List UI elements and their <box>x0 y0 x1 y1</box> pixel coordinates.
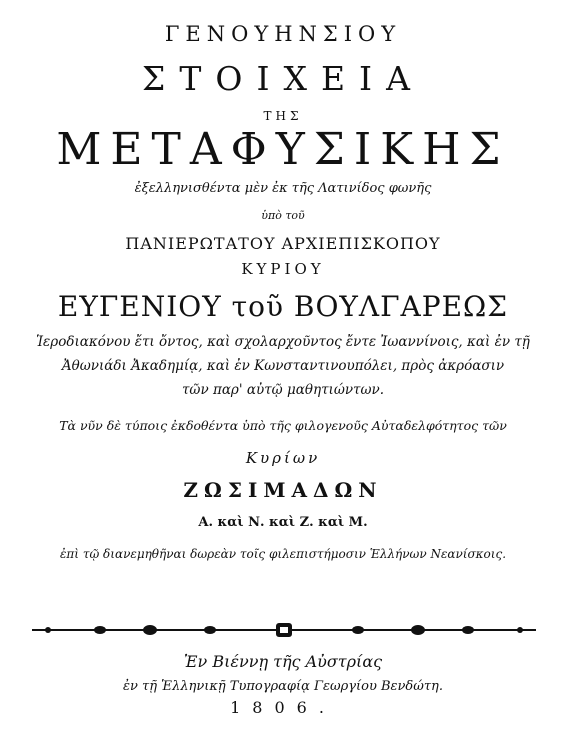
publication-note: Τὰ νῦν δὲ τύποις ἐκδοθέντα ὑπὸ τῆς φιλογενοῦς Αὐταδελφότητος τῶν <box>59 418 507 433</box>
translator-name: ΕΥΓΕΝΙΟΥ τοῦ ΒΟΥΛΓΑΡΕΩΣ <box>57 290 509 323</box>
patrons-title: Κυρίων <box>245 449 321 467</box>
dedication: ἐπὶ τῷ διανεμηθῆναι δωρεὰν τοῖς φιλεπιστήμοσιν Ἑλλήνων Νεανίσκοις. <box>59 547 507 561</box>
biography-line-2: Ἀθωνιάδι Ἀκαδημίᾳ, καὶ ἐν Κωνσταντινουπόλει, πρὸς ἀκρόασιν <box>61 358 505 374</box>
imprint-place: Ἐν Βιέννῃ τῆς Αὐστρίας <box>183 652 383 671</box>
imprint-printer: ἐν τῇ Ἑλληνικῇ Τυπογραφίᾳ Γεωργίου Βενδώτη. <box>123 679 443 694</box>
ornamental-divider <box>30 620 538 640</box>
subject-title: ΜΕΤΑΦΥΣΙΚΗΣ <box>56 124 510 175</box>
title-article: ΤΗΣ <box>263 109 303 123</box>
imprint-year: 1806. <box>230 698 336 717</box>
translation-note: ἐξελληνισθέντα μὲν ἐκ τῆς Λατινίδος φωνῆς <box>134 181 432 196</box>
patrons-initials: Α. καὶ Ν. καὶ Ζ. καὶ Μ. <box>198 515 368 530</box>
biography-line-3: τῶν παρ' αὐτῷ μαθητιώντων. <box>181 382 385 398</box>
patrons-name: ΖΩΣΙΜΑΔΩΝ <box>183 478 383 502</box>
translator-title: ΚΥΡΙΟΥ <box>241 260 325 278</box>
author-name: ΓΕΝΟΥΗΝΣΙΟΥ <box>164 22 402 46</box>
translator-rank: ΠΑΝΙΕΡΩΤΑΤΟΥ ΑΡΧΙΕΠΙΣΚΟΠΟΥ <box>125 234 441 253</box>
by-line: ὑπὸ τοῦ <box>261 209 305 222</box>
main-title: ΣΤΟΙΧΕΙΑ <box>142 59 424 98</box>
biography-line-1: Ἱεροδιακόνου ἔτι ὄντος, καὶ σχολαρχοῦντος ἔντε Ἰωαννίνοις, καὶ ἐν τῇ <box>36 334 530 350</box>
